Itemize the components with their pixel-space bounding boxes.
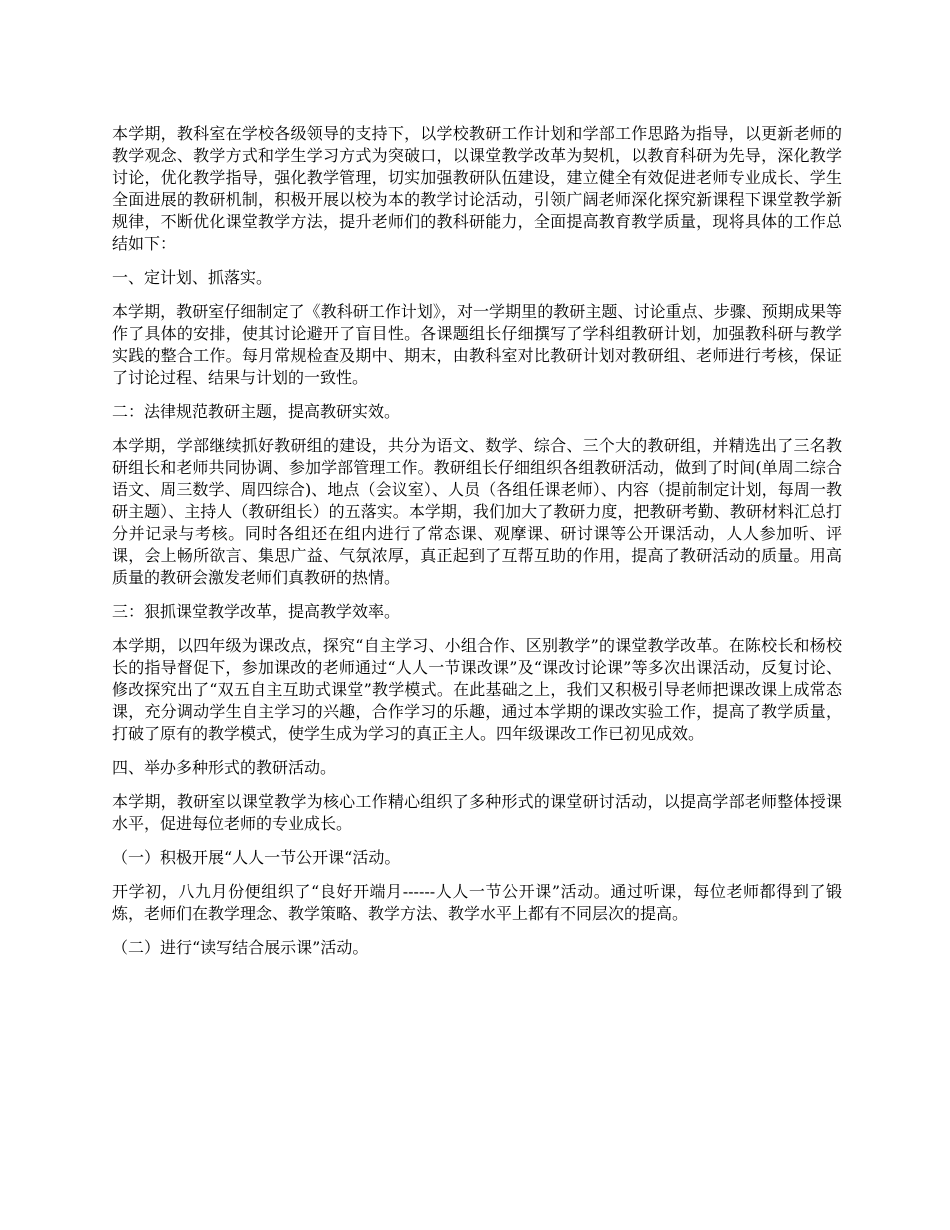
intro-paragraph: 本学期，教科室在学校各级领导的支持下，以学校教研工作计划和学部工作思路为指导，以更新老师的教学观念、教学方式和学生学习方式为突破口，以课堂教学改革为契机，以教育科研为先导，深化教学讨论，优化教学指导，强化教学管理，切实加强教研队伍建设，建立健全有效促进老师专业成长、学生全面进展的教研机制，积极开展以校为本的教学讨论活动，引领广阔老师深化探究新课程下课堂教学新规律，不断优化课堂教学方法，提升老师们的教科研能力，全面提高教育教学质量，现将具体的工作总结如下： bbox=[112, 124, 842, 253]
section-2-paragraph: 本学期，学部继续抓好教研组的建设，共分为语文、数学、综合、三个大的教研组，并精选出了三名教研组长和老师共同协调、参加学部管理工作。教研组长仔细组织各组教研活动，做到了时间(单周二综合语文、周三数学、周四综合)、地点（会议室）、人员（各组任课老师）、内容（提前制定计划，每周一教研主题）、主持人（教研组长）的五落实。本学期，我们加大了教研力度，把教研考勤、教研材料汇总打分并记录与考核。同时各组还在组内进行了常态课、观摩课、研讨课等公开课活动，人人参加听、评课，会上畅所欲言、集思广益、气氛浓厚，真正起到了互帮互助的作用，提高了教研活动的质量。用高质量的教研会激发老师们真教研的热情。 bbox=[112, 436, 842, 587]
section-heading-3: 三：狠抓课堂教学改革，提高教学效率。 bbox=[112, 602, 401, 621]
section-3-paragraph: 本学期，以四年级为课改点，探究“自主学习、小组合作、区别教学”的课堂教学改革。在陈校长和杨校长的指导督促下，参加课改的老师通过“人人一节课改课”及“课改讨论课”等多次出课活动，反复讨论、修改探究出了“双五自主互助式课堂”教学模式。在此基础之上，我们又积极引导老师把课改课上成常态课，充分调动学生自主学习的兴趣，合作学习的乐趣，通过本学期的课改实验工作，提高了教学质量，打破了原有的教学模式，使学生成为学习的真正主人。四年级课改工作已初见成效。 bbox=[112, 636, 842, 743]
subsection-heading-1: （一）积极开展“人人一节公开课“活动。 bbox=[112, 848, 401, 867]
section-heading-2: 二：法律规范教研主题，提高教研实效。 bbox=[112, 402, 401, 421]
section-heading-1: 一、定计划、抓落实。 bbox=[112, 268, 273, 287]
section-heading-4: 四、举办多种形式的教研活动。 bbox=[112, 758, 337, 777]
section-4-paragraph: 本学期，教研室以课堂教学为核心工作精心组织了多种形式的课堂研讨活动，以提高学部老师整体授课水平，促进每位老师的专业成长。 bbox=[112, 792, 842, 833]
document-page bbox=[112, 123, 842, 971]
subsection-heading-2: （二）进行“读写结合展示课”活动。 bbox=[112, 938, 369, 957]
section-1-paragraph: 本学期，教研室仔细制定了《教科研工作计划》，对一学期里的教研主题、讨论重点、步骤、预期成果等作了具体的安排，使其讨论避开了盲目性。各课题组长仔细撰写了学科组教研计划，加强教科研与教学实践的整合工作。每月常规检查及期中、期末，由教科室对比教研计划对教研组、老师进行考核，保证了讨论过程、结果与计划的一致性。 bbox=[112, 302, 842, 387]
subsection-1-paragraph: 开学初，八九月份便组织了“良好开端月------人人一节公开课”活动。通过听课，每位老师都得到了锻炼，老师们在教学理念、教学策略、教学方法、教学水平上都有不同层次的提高。 bbox=[112, 882, 842, 923]
